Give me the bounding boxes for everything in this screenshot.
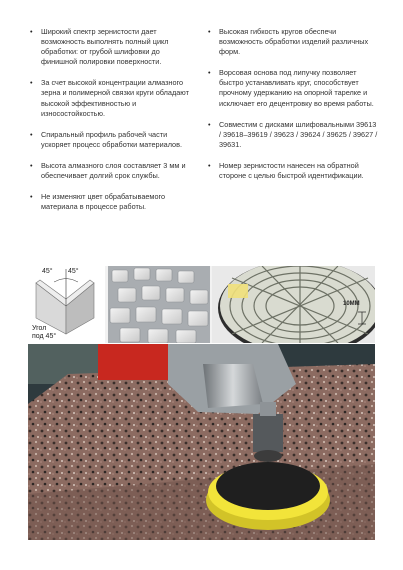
diamond-segments-closeup xyxy=(108,266,210,343)
angle-caption-line2: под 45° xyxy=(32,333,57,340)
feature-item: • Номер зернистости нанесен на обратной стороне с целью быстрой идентификации. xyxy=(206,161,378,181)
angle-right-label: 45° xyxy=(68,268,79,275)
grinder-photo-svg xyxy=(28,344,375,540)
diamond-segments-svg xyxy=(108,266,210,343)
feature-item: • Не изменяют цвет обрабатываемого материала в процессе работы. xyxy=(28,192,196,212)
feature-item: • Совместим с дисками шлифовальными 39613 / 39618–39619 / 39623 / 39624 / 39625 / 39627 / 39631. xyxy=(206,120,378,150)
feature-item: • Высота алмазного слоя составляет 3 мм и обеспечивает долгий срок службы. xyxy=(28,161,196,181)
angle-left-label: 45° xyxy=(42,268,53,275)
feature-item: • Ворсовая основа под липучку позволяет быстро устанавливать круг, способствует прочному удержанию на опорной тарелке и исключает его децентровку во время работы. xyxy=(206,68,378,108)
features-right-column xyxy=(206,27,378,192)
feature-item: • Высокая гибкость кругов обеспечи возможность обработки изделий различных форм. xyxy=(206,27,378,57)
feature-item: • Спиральный профиль рабочей части ускоряет процесс обработки материалов. xyxy=(28,130,196,150)
polishing-disc-image xyxy=(212,266,375,343)
grinder-on-granite-photo xyxy=(28,344,375,540)
product-figure-strip xyxy=(28,266,375,343)
angle-caption-line1: Угол xyxy=(32,325,47,332)
feature-item: • За счет высокой концентрации алмазного зерна и полимерной связки круги обладают высокой эффективностью и износостойкостью. xyxy=(28,78,196,118)
feature-item: • Широкий спектр зернистости дает возможность выполнять полный цикл обработки: от грубой шлифовки до финишной полировки поверхности. xyxy=(28,27,196,67)
angle-diagram xyxy=(28,266,105,343)
features-left-column xyxy=(28,27,196,223)
thickness-label: 10ММ xyxy=(343,301,360,307)
